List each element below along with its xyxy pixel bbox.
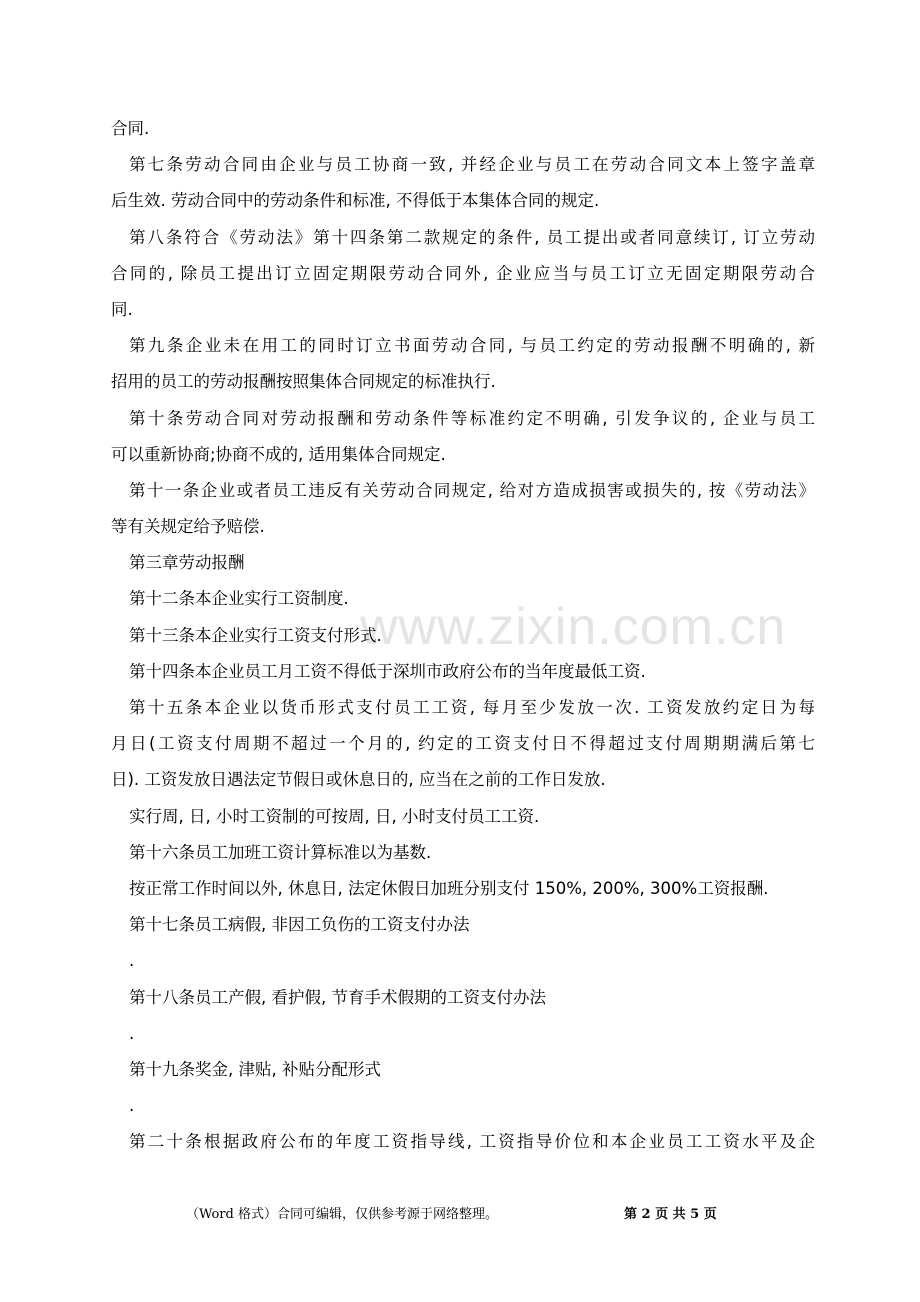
text-line: 月日(工资支付周期不超过一个月的, 约定的工资支付日不得超过支付周期期满后第七 [111,734,815,754]
text-line: 日). 工资发放日遇法定节假日或休息日的, 应当在之前的工作日发放. [111,770,606,790]
text-line: 第九条企业未在用工的同时订立书面劳动合同, 与员工约定的劳动报酬不明确的, 新 [129,336,815,356]
text-line: 合同的, 除员工提出订立固定期限劳动合同外, 企业应当与员工订立无固定期限劳动合 [111,263,815,283]
text-line: 第二十条根据政府公布的年度工资指导线, 工资指导价位和本企业员工工资水平及企 [129,1132,815,1152]
document-body [111,111,815,1160]
text-line: . [129,951,135,971]
text-line: 合同. [111,119,150,138]
text-line: 第十五条本企业以货币形式支付员工工资, 每月至少发放一次. 工资发放约定日为每 [129,698,815,717]
text-line: 第七条劳动合同由企业与员工协商一致, 并经企业与员工在劳动合同文本上签字盖章 [129,155,815,175]
text-line: 第八条符合《劳动法》第十四条第二款规定的条件, 员工提出或者同意续订, 订立劳动 [129,227,815,247]
text-line: 实行周, 日, 小时工资制的可按周, 日, 小时支付员工工资. [129,806,540,826]
text-line: 第十条劳动合同对劳动报酬和劳动条件等标准约定不明确, 引发争议的, 企业与员工 [129,408,815,428]
text-line: 后生效. 劳动合同中的劳动条件和标准, 不得低于本集体合同的规定. [111,191,600,211]
text-line: 按正常工作时间以外, 休息日, 法定休假日加班分别支付 150%, 200%, 300%工资报酬. [129,878,769,898]
watermark: www.zixin.com.cn [360,598,787,656]
footer-note: （Word 格式）合同可编辑，仅供参考源于网络整理。 [186,1207,498,1222]
page-number: 第 2 页 共 5 页 [624,1207,717,1222]
text-line: 第十一条企业或者员工违反有关劳动合同规定, 给对方造成损害或损失的, 按《劳动法》 [129,480,815,500]
text-line: 第三章劳动报酬 [129,553,245,573]
text-line: 可以重新协商;协商不成的, 适用集体合同规定. [111,444,446,464]
text-line: 第十二条本企业实行工资制度. [129,589,349,609]
text-line: 第十六条员工加班工资计算标准以为基数. [129,842,432,862]
text-line: 第十九条奖金, 津贴, 补贴分配形式 [129,1059,381,1079]
text-line: 同. [111,299,133,319]
text-line: 第十七条员工病假, 非因工负伤的工资支付办法 [129,915,470,935]
text-line: 等有关规定给予赔偿. [111,517,265,537]
text-line: 第十四条本企业员工月工资不得低于深圳市政府公布的当年度最低工资. [129,661,646,681]
text-line: 招用的员工的劳动报酬按照集体合同规定的标准执行. [111,372,496,392]
text-line: . [129,1096,135,1116]
text-line: . [129,1023,135,1043]
text-line: 第十八条员工产假, 看护假, 节育手术假期的工资支付办法 [129,987,546,1007]
text-line: 第十三条本企业实行工资支付形式. [129,625,382,645]
